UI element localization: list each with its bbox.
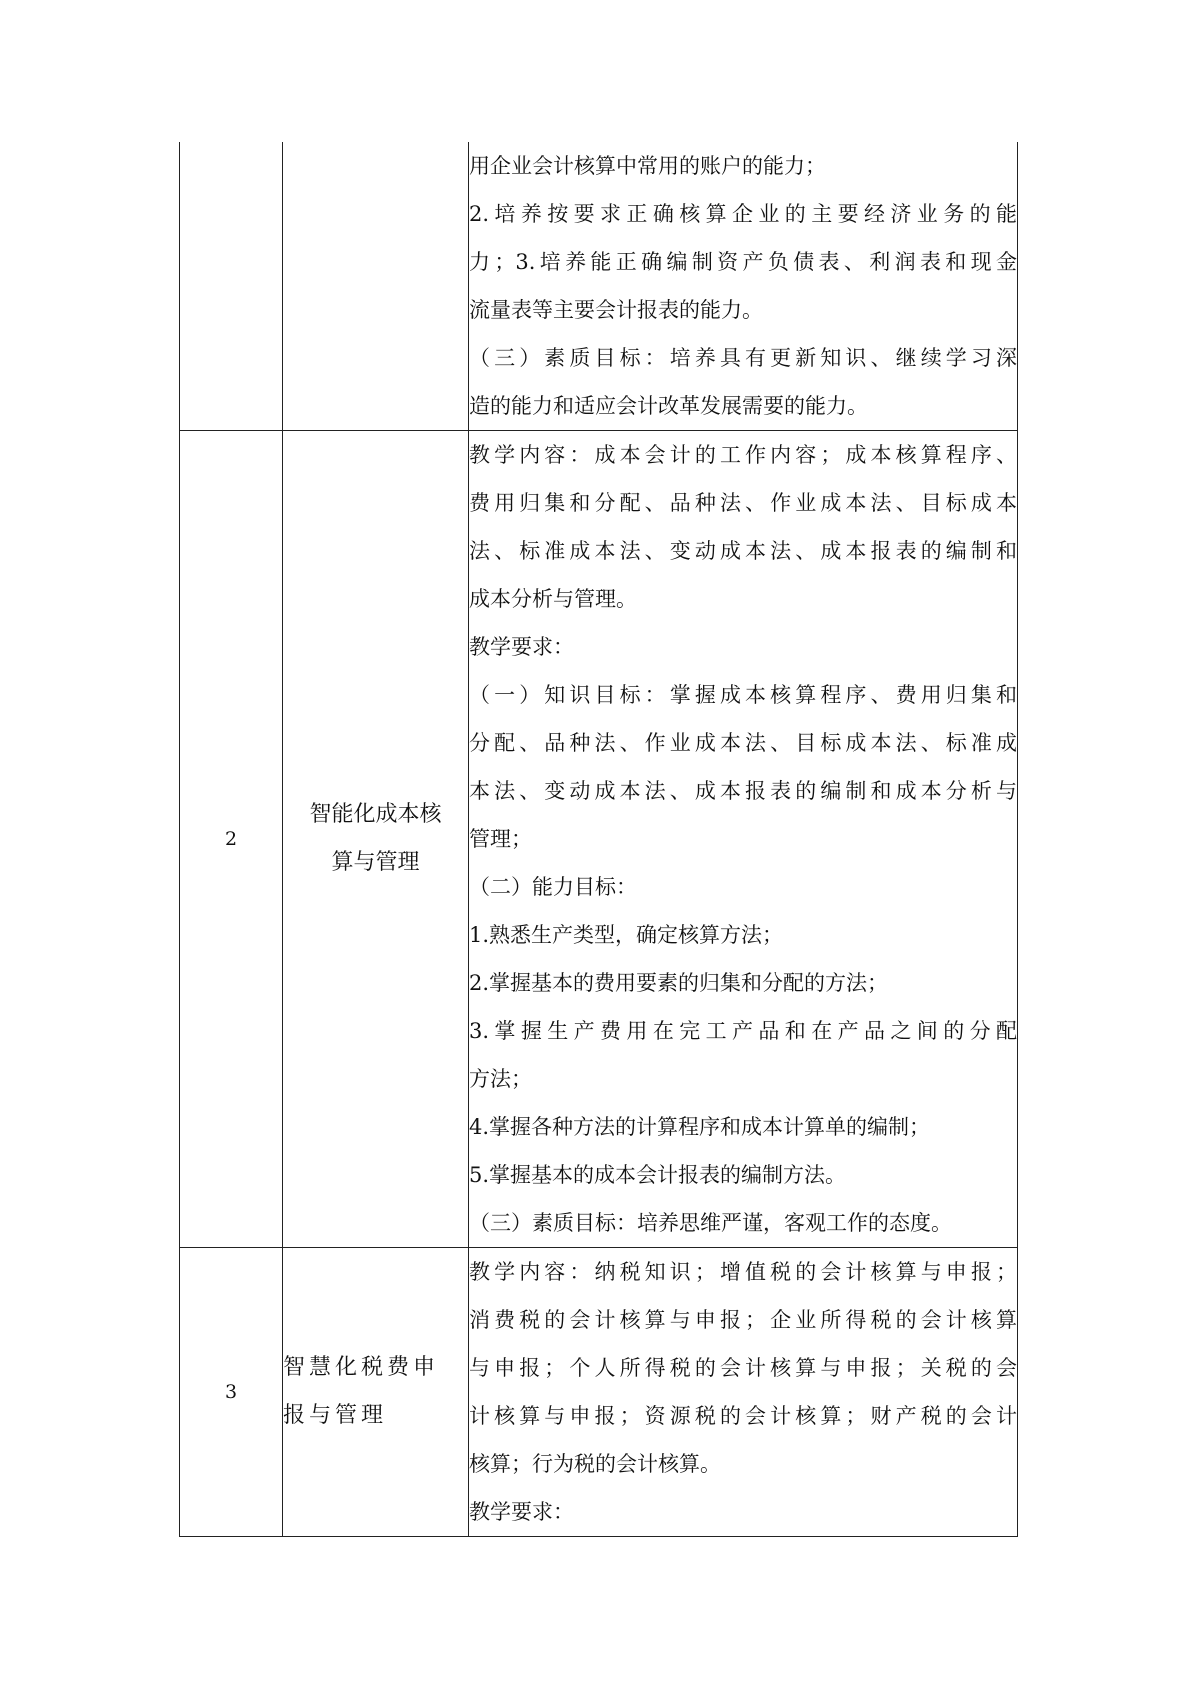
content-line: 本法、变动成本法、成本报表的编制和成本分析与 xyxy=(469,779,1017,803)
content-line: 费用归集和分配、品种法、作业成本法、目标成本 xyxy=(469,491,1017,515)
table-row xyxy=(180,1248,1018,1537)
course-name-line: 报与管理 xyxy=(283,1403,388,1428)
content-line: 1.熟悉生产类型，确定核算方法； xyxy=(469,923,784,947)
course-name-cell xyxy=(283,1248,469,1537)
course-name-cell xyxy=(283,142,469,431)
course-content-cell xyxy=(469,431,1018,1248)
content-line: 力；3.培养能正确编制资产负债表、利润表和现金 xyxy=(469,250,1017,274)
content-line: 法、标准成本法、变动成本法、成本报表的编制和 xyxy=(469,539,1017,563)
course-table xyxy=(179,142,1018,1537)
content-line: 管理； xyxy=(469,827,532,851)
course-number-cell: 3 xyxy=(180,1248,283,1537)
course-name-cell xyxy=(283,431,469,1248)
content-line: 用企业会计核算中常用的账户的能力； xyxy=(469,154,826,178)
course-content-cell xyxy=(469,1248,1018,1537)
content-line: 4.掌握各种方法的计算程序和成本计算单的编制； xyxy=(469,1115,931,1139)
table-row xyxy=(180,431,1018,1248)
content-line: （二）能力目标： xyxy=(469,875,637,899)
content-line: 3.掌握生产费用在完工产品和在产品之间的分配 xyxy=(469,1019,1017,1043)
course-number-cell: 2 xyxy=(180,431,283,1248)
content-line: 2.掌握基本的费用要素的归集和分配的方法； xyxy=(469,971,889,995)
content-line: （三）素质目标：培养具有更新知识、继续学习深 xyxy=(469,346,1017,370)
course-name-line: 算与管理 xyxy=(331,850,420,875)
course-name-line: 智慧化税费申 xyxy=(283,1355,440,1380)
course-content-cell xyxy=(469,142,1018,431)
content-line: （三）素质目标：培养思维严谨，客观工作的态度。 xyxy=(469,1211,952,1235)
content-line: 分配、品种法、作业成本法、目标成本法、标准成 xyxy=(469,731,1017,755)
content-line: 消费税的会计核算与申报；企业所得税的会计核算 xyxy=(469,1308,1017,1332)
content-line: 方法； xyxy=(469,1067,532,1091)
content-line: （一）知识目标：掌握成本核算程序、费用归集和 xyxy=(469,683,1017,707)
content-line: 计核算与申报；资源税的会计核算；财产税的会计 xyxy=(469,1404,1017,1428)
course-name-line: 智能化成本核 xyxy=(309,802,442,827)
content-line: 教学要求： xyxy=(469,1500,574,1524)
content-line: 与申报；个人所得税的会计核算与申报；关税的会 xyxy=(469,1356,1017,1380)
content-line: 教学内容：成本会计的工作内容；成本核算程序、 xyxy=(469,443,1017,467)
content-line: 核算；行为税的会计核算。 xyxy=(469,1452,721,1476)
content-line: 造的能力和适应会计改革发展需要的能力。 xyxy=(469,394,868,418)
course-number-cell xyxy=(180,142,283,431)
content-line: 5.掌握基本的成本会计报表的编制方法。 xyxy=(469,1163,847,1187)
content-line: 成本分析与管理。 xyxy=(469,587,637,611)
content-line: 2.培养按要求正确核算企业的主要经济业务的能 xyxy=(469,202,1017,226)
table-row xyxy=(180,142,1018,431)
content-line: 流量表等主要会计报表的能力。 xyxy=(469,298,763,322)
content-line: 教学内容：纳税知识；增值税的会计核算与申报； xyxy=(469,1260,1017,1284)
content-line: 教学要求： xyxy=(469,635,574,659)
